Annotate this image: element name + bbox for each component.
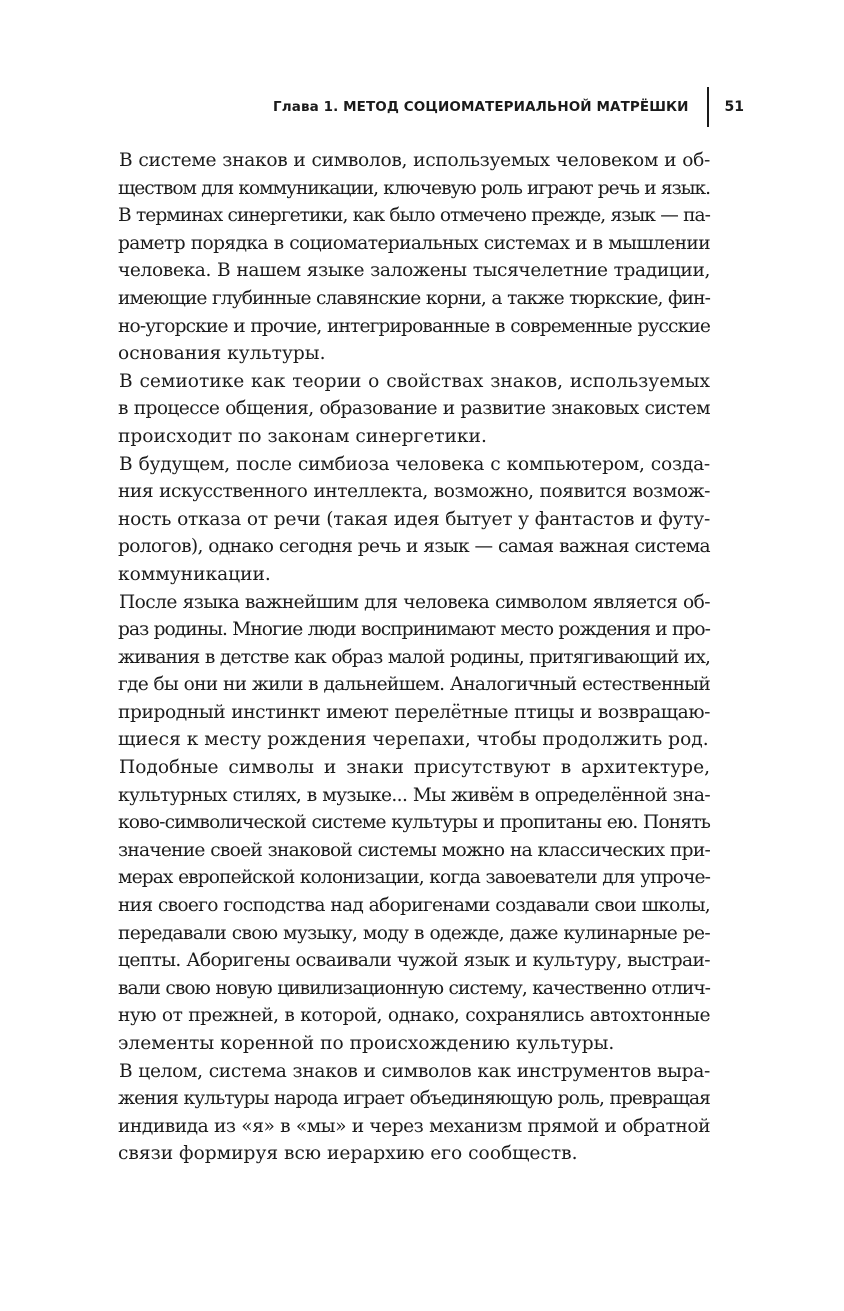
- text-line: ния искусственного интеллекта, возможно, появится возмож-: [118, 481, 710, 503]
- text-line: но-угорские и прочие, интегрированные в современные русские: [118, 315, 710, 337]
- text-line: где бы они ни жили в дальнейшем. Аналогичный естественный: [118, 674, 710, 696]
- text-line: рологов), однако сегодня речь и язык — самая важная система: [118, 536, 710, 558]
- text-line: основания культуры.: [118, 343, 326, 365]
- text-line: передавали свою музыку, моду в одежде, даже кулинарные ре-: [118, 922, 710, 944]
- chapter-title: Глава 1. МЕТОД СОЦИОМАТЕРИАЛЬНОЙ МАТРЁШКИ: [273, 99, 689, 115]
- text-line: ность отказа от речи (такая идея бытует у фантастов и футу-: [118, 508, 710, 530]
- text-line: индивида из «я» в «мы» и через механизм прямой и обратной: [118, 1115, 710, 1137]
- text-line: В будущем, после симбиоза человека с компьютером, созда-: [119, 453, 710, 475]
- text-line: ково-символической системе культуры и пропитаны ею. Понять: [118, 812, 710, 834]
- paragraph: [118, 1058, 710, 1168]
- text-line: раметр порядка в социоматериальных системах и в мышлении: [118, 232, 710, 254]
- text-line: После языка важнейшим для человека символом является об-: [119, 591, 710, 613]
- text-line: вали свою новую цивилизационную систему, качественно отлич-: [118, 977, 710, 999]
- header-divider: [707, 87, 709, 127]
- text-line: значение своей знаковой системы можно на классических при-: [118, 839, 710, 861]
- text-line: в процессе общения, образование и развитие знаковых систем: [118, 398, 710, 420]
- text-line: живания в детстве как образ малой родины, притягивающий их,: [118, 646, 710, 668]
- text-line: цепты. Аборигены осваивали чужой язык и культуру, выстраи-: [118, 950, 710, 972]
- text-line: элементы коренной по происхождению культуры.: [118, 1033, 615, 1054]
- text-line: мерах европейской колонизации, когда завоеватели для упроче-: [118, 867, 710, 889]
- text-line: щиеся к месту рождения черепахи, чтобы продолжить род.: [118, 729, 709, 751]
- text-line: природный инстинкт имеют перелётные птицы и возвращаю-: [118, 701, 710, 723]
- text-line: имеющие глубинные славянские корни, а также тюркские, фин-: [118, 287, 710, 309]
- paragraph: [118, 451, 710, 589]
- text-line: жения культуры народа играет объединяющую роль, превращая: [118, 1088, 710, 1110]
- text-line: человека. В нашем языке заложены тысячелетние традиции,: [118, 260, 710, 282]
- text-line: В терминах синергетики, как было отмечено прежде, язык — па-: [118, 205, 710, 227]
- text-line: связи формируя всю иерархию его сообществ.: [118, 1143, 578, 1165]
- text-line: В семиотике как теории о свойствах знаков, используемых: [119, 370, 710, 392]
- text-line: коммуникации.: [118, 563, 271, 585]
- text-line: В системе знаков и символов, используемых человеком и об-: [119, 150, 710, 171]
- paragraph: [118, 754, 710, 1058]
- text-line: В целом, система знаков и символов как инструментов выра-: [119, 1060, 710, 1082]
- text-line: ществом для коммуникации, ключевую роль играют речь и язык.: [118, 177, 710, 199]
- text-line: Подобные символы и знаки присутствуют в архитектуре,: [119, 757, 710, 779]
- paragraph: [118, 147, 710, 368]
- text-line: ную от прежней, в которой, однако, сохранялись автохтонные: [118, 1005, 710, 1027]
- text-line: культурных стилях, в музыке... Мы живём в определённой зна-: [118, 784, 710, 806]
- paragraph: [118, 368, 710, 451]
- text-line: происходит по законам синергетики.: [118, 425, 487, 447]
- body-text: [118, 147, 710, 1168]
- text-line: ния своего господства над аборигенами создавали свои школы,: [118, 895, 710, 917]
- page-number: 51: [724, 99, 744, 115]
- text-line: раз родины. Многие люди воспринимают место рождения и про-: [118, 619, 710, 641]
- paragraph: [118, 589, 710, 755]
- running-header: [273, 92, 744, 122]
